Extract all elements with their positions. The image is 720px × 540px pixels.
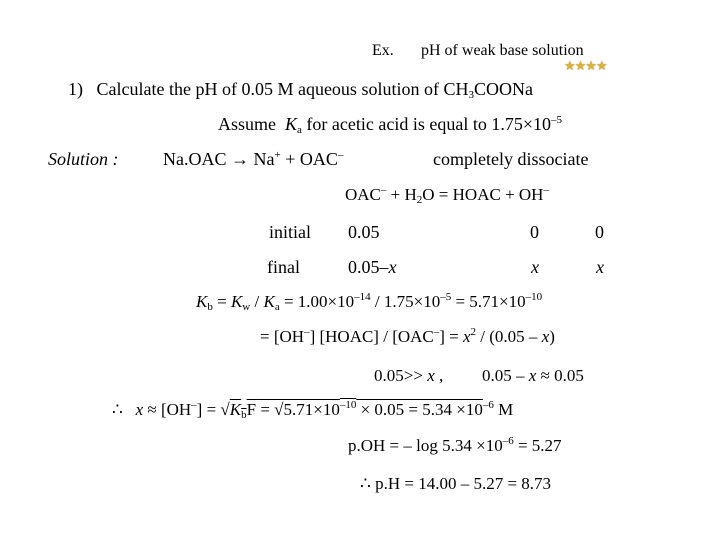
- eq2-minus: –: [380, 184, 387, 196]
- kb-e2: –5: [440, 291, 452, 303]
- eq2-a: OAC: [345, 185, 381, 204]
- kb-calculation: [196, 291, 543, 313]
- expr-a: = [OH: [260, 327, 305, 346]
- ice-initial-acetate: 0.05: [348, 222, 380, 242]
- kb-e3: –10: [525, 291, 543, 303]
- eq2-minus2: –: [543, 184, 549, 196]
- sqrt-value: [256, 400, 483, 419]
- dissociation-equation: [163, 150, 343, 168]
- expr-square: 2: [470, 326, 477, 338]
- expr-m2: –: [433, 326, 440, 338]
- result-m: –: [191, 399, 197, 411]
- ice-initial-label: initial: [269, 222, 311, 242]
- ice-final-acetate-num: 0.05–: [348, 257, 389, 277]
- result-e1: –10: [339, 399, 357, 411]
- therefore-icon: ∴: [112, 400, 123, 419]
- eq1-plus: +: [274, 149, 281, 161]
- expr-x2: x: [541, 327, 550, 346]
- expr-d: / (0.05 –: [476, 327, 542, 346]
- ph-text: p.H = 14.00 – 5.27 = 8.73: [370, 474, 552, 493]
- question-formula-tail: COONa: [473, 79, 533, 99]
- kw-symbol: K: [230, 292, 243, 311]
- approx-c: 0.05 –: [482, 366, 529, 385]
- ice-initial-hoac: 0: [530, 222, 539, 242]
- result-x: x: [135, 400, 144, 419]
- dissociation-note: completely dissociate: [433, 149, 589, 169]
- result-val: = √5.71×10: [256, 400, 340, 419]
- ka-sub-2: a: [274, 301, 280, 313]
- ice-final-hoac: x: [531, 257, 539, 277]
- expr-m1: –: [304, 326, 310, 338]
- difficulty-stars-icon: ★★★★: [564, 58, 607, 73]
- ice-initial-oh: 0: [595, 222, 604, 242]
- kb-e1: –14: [354, 291, 371, 303]
- ice-final-label: final: [267, 257, 300, 277]
- poh-e: –6: [502, 435, 514, 447]
- eq2-sub: 2: [416, 194, 423, 206]
- ka-subscript: a: [297, 124, 302, 136]
- result-close: ] = √: [196, 400, 230, 419]
- kw-sub: w: [242, 301, 251, 313]
- ka-symbol-2: K: [263, 292, 275, 311]
- ka-symbol: K: [285, 114, 298, 134]
- kb-rest3: = 5.71×10: [451, 292, 526, 311]
- hydrolysis-equation: [345, 184, 549, 206]
- result-b: b: [241, 409, 247, 421]
- assume-mid: for acetic acid is equal to 1.75×10: [306, 114, 551, 134]
- kb-sub: b: [207, 301, 213, 313]
- eq1-main: Na.OAC → Na: [163, 149, 275, 169]
- approximation-condition: [374, 367, 443, 384]
- ph-result: [360, 475, 551, 492]
- eq1-minus: –: [337, 149, 344, 161]
- expr-c: ] =: [439, 327, 463, 346]
- question-number: 1): [68, 79, 83, 99]
- poh-calculation: [348, 437, 562, 454]
- approx-d: ≈ 0.05: [536, 366, 584, 385]
- ph-therefore-icon: ∴: [360, 474, 371, 493]
- result-K: K: [229, 400, 242, 419]
- ice-final-acetate: [348, 258, 397, 276]
- kb-rest2: / 1.75×10: [370, 292, 441, 311]
- ice-final-acetate-x: x: [388, 257, 397, 277]
- eq1-tail: + OAC: [280, 149, 338, 169]
- assume-exponent: –5: [550, 114, 562, 126]
- expr-x: x: [463, 327, 471, 346]
- assumption: [218, 114, 562, 136]
- poh-a: p.OH = – log 5.34 ×10: [348, 436, 503, 455]
- assume-pre: Assume: [218, 114, 276, 134]
- poh-b: = 5.27: [513, 436, 562, 455]
- result-unit: M: [493, 400, 514, 419]
- eq2-c: O = HOAC + OH: [422, 185, 544, 204]
- ice-final-oh: x: [596, 257, 604, 277]
- approx-b: ,: [434, 366, 444, 385]
- kb-rest1: = 1.00×10: [279, 292, 355, 311]
- approx-x2: x: [528, 366, 537, 385]
- expr-e: ): [549, 327, 555, 346]
- slide-title: pH of weak base solution: [421, 42, 584, 59]
- result-val2: × 0.05 = 5.34 ×10: [356, 400, 483, 419]
- question: [68, 79, 533, 101]
- sqrt-kbf: [230, 400, 256, 419]
- eq2-b: + H: [386, 185, 417, 204]
- kb-eq: =: [212, 292, 231, 311]
- approx-a: 0.05>>: [374, 366, 428, 385]
- oh-concentration: [112, 399, 514, 421]
- result-F: F: [246, 400, 257, 419]
- kb-symbol: K: [196, 292, 208, 311]
- kb-slash: /: [250, 292, 264, 311]
- result-approx: ≈ [OH: [143, 400, 192, 419]
- approx-x: x: [427, 366, 435, 385]
- result-e2: –6: [482, 399, 494, 411]
- expr-b: ] [HOAC] / [OAC: [309, 327, 434, 346]
- question-subscript: 3: [468, 89, 474, 101]
- question-text: Calculate the pH of 0.05 M aqueous solution of CH: [96, 79, 469, 99]
- example-label: Ex.: [372, 42, 394, 59]
- solution-label: Solution :: [48, 149, 119, 169]
- kb-expression: [260, 328, 555, 345]
- approximation-result: [482, 367, 584, 384]
